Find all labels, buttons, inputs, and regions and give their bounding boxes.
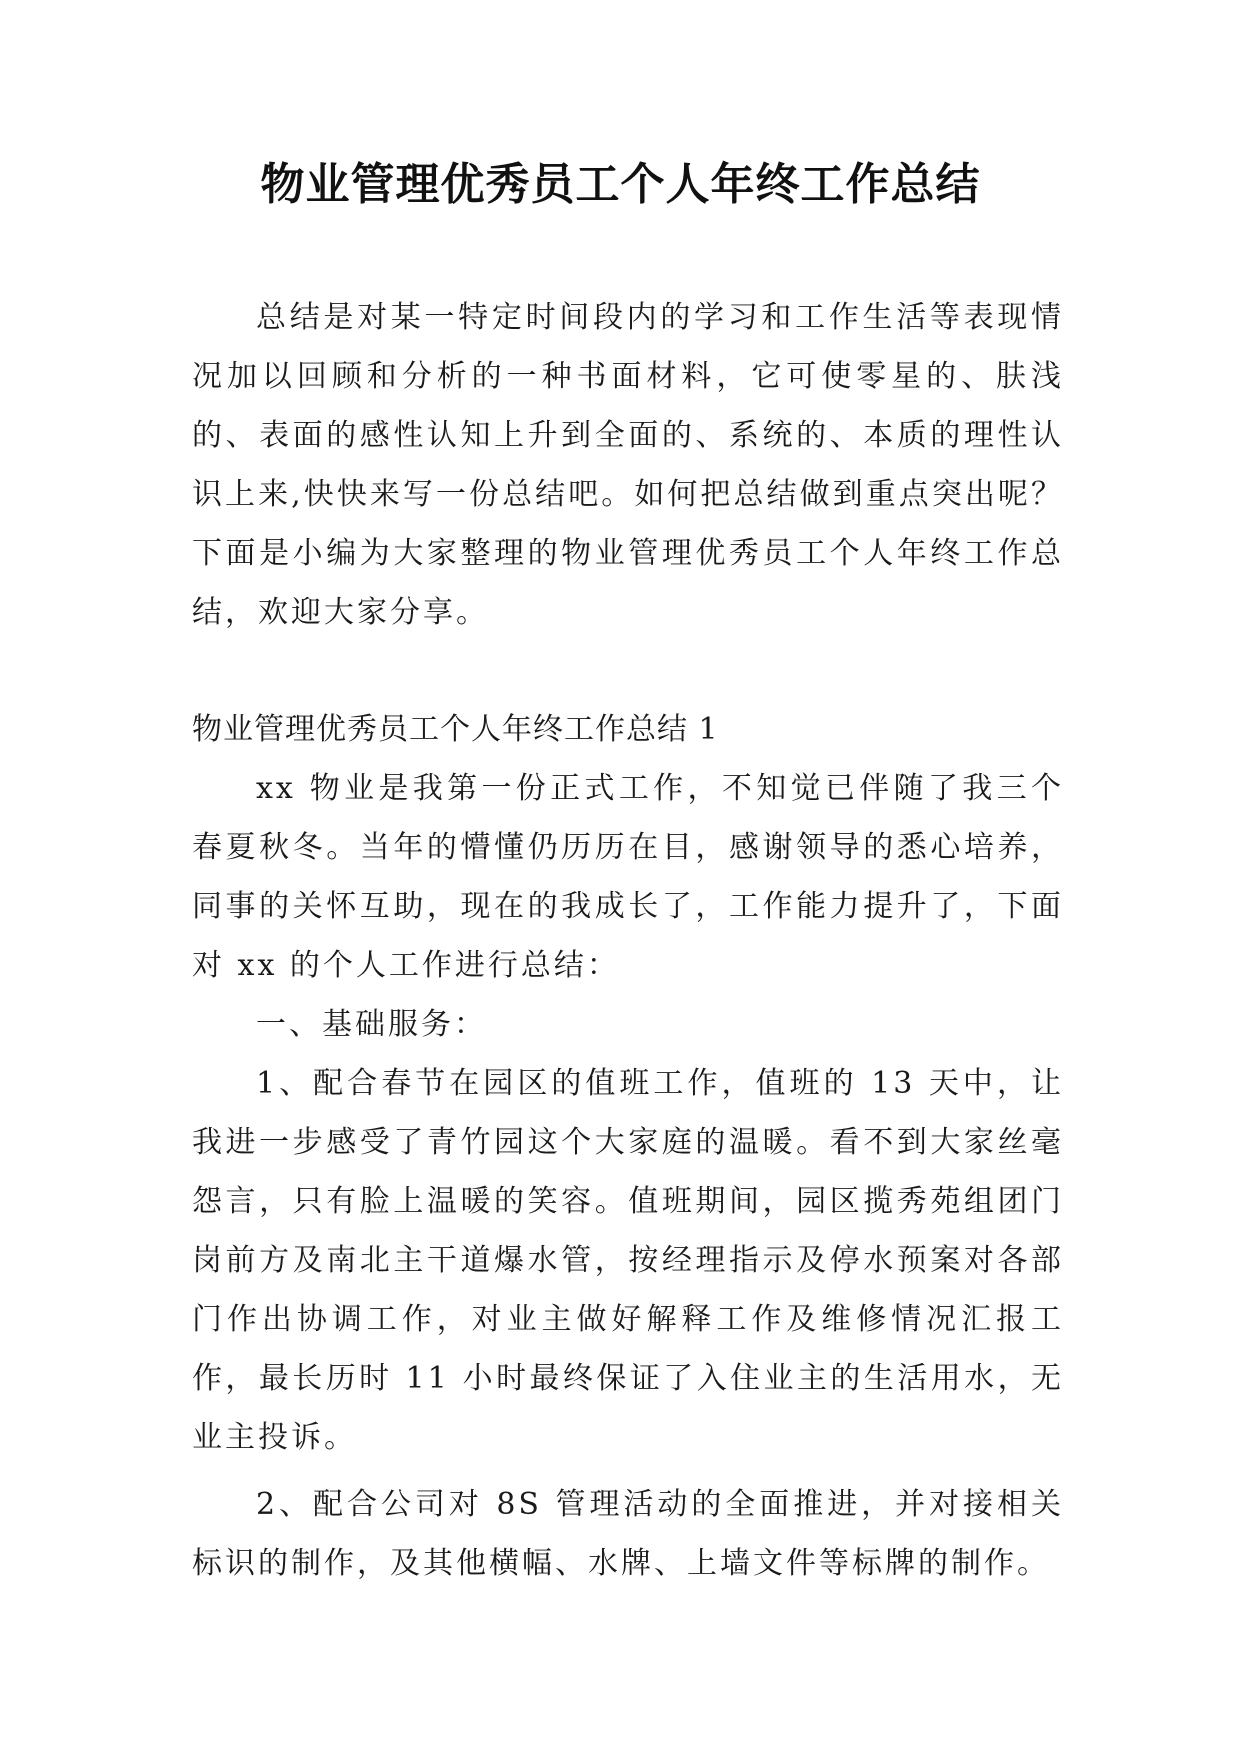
document-title: 物业管理优秀员工个人年终工作总结 (260, 159, 981, 210)
body-paragraph: 2、配合公司对 8S 管理活动的全面推进，并对接相关标识的制作，及其他横幅、水牌、上墙文件等标牌的制作。 (192, 1487, 1064, 1581)
intro-paragraph: 总结是对某一特定时间段内的学习和工作生活等表现情况加以回顾和分析的一种书面材料，它可使零星的、肤浅的、表面的感性认知上升到全面的、系统的、本质的理性认识上来,快快来写一份总结吧。如何把总结做到重点突出呢？下面是小编为大家整理的物业管理优秀员工个人年终工作总结，欢迎大家分享。 (192, 300, 1064, 630)
spacer (192, 1467, 1064, 1475)
subsection-heading: 一、基础服务： (256, 1007, 487, 1042)
body-paragraph: xx 物业是我第一份正式工作，不知觉已伴随了我三个春夏秋冬。当年的懵懂仍历历在目，感谢领导的悉心培养，同事的关怀互助，现在的我成长了，工作能力提升了，下面对 xx 的个人工作进行总结： (192, 771, 1064, 983)
document-body (192, 288, 1064, 1593)
spacer (192, 642, 1064, 700)
section-heading: 物业管理优秀员工个人年终工作总结 1 (192, 712, 719, 747)
body-paragraph: 1、配合春节在园区的值班工作，值班的 13 天中，让我进一步感受了青竹园这个大家庭的温暖。看不到大家丝毫怨言，只有脸上温暖的笑容。值班期间，园区揽秀苑组团门岗前方及南北主干道爆水管，按经理指示及停水预案对各部门作出协调工作，对业主做好解释工作及维修情况汇报工作，最长历时 11 小时最终保证了入住业主的生活用水，无业主投诉。 (192, 1066, 1064, 1455)
